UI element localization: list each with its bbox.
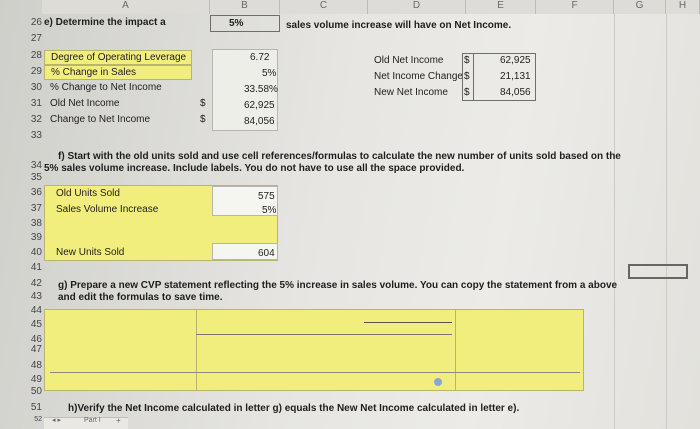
underline: [50, 372, 580, 373]
row-number[interactable]: 31: [30, 98, 42, 109]
row-number[interactable]: 45: [30, 319, 42, 330]
row-number[interactable]: 46: [30, 334, 42, 345]
change-net-income-value[interactable]: 33.58%: [244, 84, 278, 95]
label-cell[interactable]: [44, 50, 192, 65]
row-number[interactable]: 39: [30, 232, 42, 243]
percent-value: 5%: [229, 18, 244, 29]
old-units-value[interactable]: 575: [258, 191, 275, 202]
dol-label: Degree of Operating Leverage: [51, 52, 187, 63]
dollar-sign: $: [200, 114, 206, 125]
dollar-sign: $: [200, 98, 206, 109]
change-sales-label: % Change in Sales: [51, 67, 137, 78]
old-net-income-label: Old Net Income: [50, 98, 120, 109]
row-number[interactable]: 27: [30, 33, 42, 44]
part-e-label: e) Determine the impact a: [44, 17, 166, 28]
add-sheet-button[interactable]: +: [116, 416, 121, 425]
row-number[interactable]: 49: [30, 374, 42, 385]
sales-volume-increase-label: Sales Volume Increase: [56, 204, 159, 215]
row-number[interactable]: 26: [30, 17, 42, 28]
column-header-e[interactable]: E: [466, 0, 536, 14]
dollar-sign: $: [464, 55, 470, 66]
row-number[interactable]: 43: [30, 291, 42, 302]
summary-old-label: Old Net Income: [374, 55, 444, 66]
old-net-income-value[interactable]: 62,925: [244, 100, 275, 111]
tab-scroll-icon[interactable]: ◂ ▸: [52, 417, 61, 424]
row-number[interactable]: 40: [30, 247, 42, 258]
row-number[interactable]: 38: [30, 218, 42, 229]
column-header-d[interactable]: D: [368, 0, 466, 14]
part-g-instruction-1: g) Prepare a new CVP statement reflecting the 5% increase in sales volume. You can copy the statement from a above: [58, 280, 618, 291]
column-header-c[interactable]: C: [280, 0, 368, 14]
fill-handle-icon[interactable]: [434, 378, 442, 386]
dollar-sign: $: [464, 87, 470, 98]
underline: [364, 322, 452, 323]
selected-cell[interactable]: [628, 264, 688, 279]
change-to-net-income-value[interactable]: 84,056: [244, 116, 275, 127]
row-number[interactable]: 33: [30, 130, 42, 141]
summary-new-label: New Net Income: [374, 87, 448, 98]
column-header-a[interactable]: A: [42, 0, 210, 14]
row-number[interactable]: 37: [30, 203, 42, 214]
underline: [196, 334, 452, 335]
label-cell[interactable]: [44, 65, 192, 80]
change-sales-value[interactable]: 5%: [262, 68, 277, 79]
column-header-g[interactable]: G: [614, 0, 666, 14]
grid-line: [614, 14, 615, 429]
sales-volume-increase-value[interactable]: 5%: [262, 205, 277, 216]
row-number[interactable]: 29: [30, 66, 42, 77]
change-net-income-label: % Change to Net Income: [50, 82, 162, 93]
column-header-h[interactable]: H: [666, 0, 700, 14]
part-f-instruction-2: 5% sales volume increase. Include labels. You do not have to use all the space provided.: [44, 163, 465, 174]
row-number[interactable]: 35: [30, 172, 42, 183]
percent-cell[interactable]: [210, 15, 280, 32]
row-number[interactable]: 50: [30, 386, 42, 397]
dol-value[interactable]: 6.72: [250, 52, 270, 63]
row-number[interactable]: 32: [30, 114, 42, 125]
old-units-label: Old Units Sold: [56, 188, 120, 199]
row-number[interactable]: 51: [30, 402, 42, 413]
row-number[interactable]: 42: [30, 278, 42, 289]
tab-part-i[interactable]: Part I: [84, 417, 101, 424]
part-g-instruction-2: and edit the formulas to save time.: [58, 292, 223, 303]
row-number[interactable]: 28: [30, 50, 42, 61]
row-number[interactable]: 52: [34, 416, 42, 423]
row-number[interactable]: 48: [30, 360, 42, 371]
part-h-instruction: h)Verify the Net Income calculated in letter g) equals the New Net Income calculated in letter e).: [68, 403, 520, 414]
new-units-label: New Units Sold: [56, 247, 125, 258]
row-number[interactable]: 47: [30, 344, 42, 355]
row-number[interactable]: 34: [30, 160, 42, 171]
new-units-value[interactable]: 604: [258, 248, 275, 259]
summary-change-value[interactable]: 21,131: [500, 71, 531, 82]
summary-change-label: Net Income Change: [374, 71, 463, 82]
grid-line: [666, 14, 667, 429]
part-f-instruction-1: f) Start with the old units sold and use cell references/formulas to calculate the new number of units sold based on the: [58, 151, 621, 162]
row-number[interactable]: 44: [30, 305, 42, 316]
summary-new-value[interactable]: 84,056: [500, 87, 531, 98]
row-number[interactable]: 41: [30, 262, 42, 273]
summary-old-value[interactable]: 62,925: [500, 55, 531, 66]
column-header-f[interactable]: F: [536, 0, 614, 14]
row-number[interactable]: 36: [30, 187, 42, 198]
change-to-net-income-label: Change to Net Income: [50, 114, 151, 125]
part-e-question: sales volume increase will have on Net Income.: [286, 20, 512, 31]
row-number[interactable]: 30: [30, 82, 42, 93]
dollar-sign: $: [464, 71, 470, 82]
column-header-b[interactable]: B: [210, 0, 280, 14]
